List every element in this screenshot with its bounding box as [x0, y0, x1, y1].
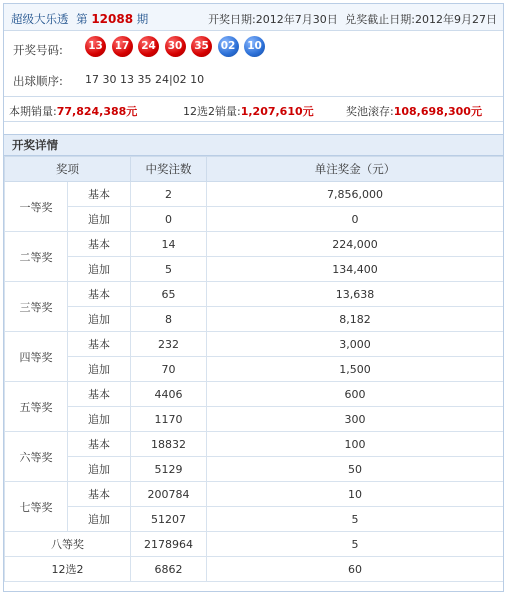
- result-header: [4, 4, 503, 31]
- draw-date: 2012年7月30日: [255, 13, 338, 26]
- prize-amount: 0: [207, 207, 504, 232]
- bet-type: 基本: [68, 332, 131, 357]
- prize-name: 一等奖: [5, 182, 68, 232]
- bet-type: 基本: [68, 432, 131, 457]
- issue-number: 12088: [91, 12, 134, 26]
- prize-table-header: [5, 157, 504, 182]
- header-amount: 单注奖金（元）: [207, 157, 504, 182]
- table-row: [5, 257, 504, 282]
- table-row: [5, 382, 504, 407]
- prize-name: 六等奖: [5, 432, 68, 482]
- bet-type: 追加: [68, 257, 131, 282]
- deadline-label: 兑奖截止日期:: [345, 13, 415, 26]
- header-count: 中奖注数: [131, 157, 207, 182]
- prize-amount: 7,856,000: [207, 182, 504, 207]
- draw-order-sequence: 17 30 13 35 24|02 10: [85, 73, 205, 86]
- prize-amount: 100: [207, 432, 504, 457]
- prize-name: 二等奖: [5, 232, 68, 282]
- winner-count: 8: [131, 307, 207, 332]
- prize-amount: 300: [207, 407, 504, 432]
- winner-count: 4406: [131, 382, 207, 407]
- deadline-date: 2012年9月27日: [415, 13, 497, 26]
- winner-count: 2: [131, 182, 207, 207]
- prize-amount: 50: [207, 457, 504, 482]
- prize-amount: 224,000: [207, 232, 504, 257]
- winner-count: 14: [131, 232, 207, 257]
- front-ball: 17: [112, 36, 133, 57]
- pick2-sales-label: 12选2销量:: [183, 105, 241, 118]
- sales-row: [4, 97, 503, 122]
- draw-order-label: 出球顺序:: [13, 74, 63, 88]
- pick2-sales-value: 1,207,610元: [240, 105, 314, 118]
- winner-count: 70: [131, 357, 207, 382]
- period-sales-value: 77,824,388元: [56, 105, 138, 118]
- bet-type: 基本: [68, 232, 131, 257]
- pick2-sales: [183, 103, 314, 119]
- winner-count: 200784: [131, 482, 207, 507]
- prize-name: 三等奖: [5, 282, 68, 332]
- winning-numbers-label: 开奖号码:: [13, 43, 63, 57]
- bet-type: 追加: [68, 507, 131, 532]
- winner-count: 0: [131, 207, 207, 232]
- issue-prefix: 第: [76, 12, 88, 26]
- prize-name: 七等奖: [5, 482, 68, 532]
- front-ball: 24: [138, 36, 159, 57]
- prize-amount: 134,400: [207, 257, 504, 282]
- jackpot-pool: [346, 103, 482, 119]
- prize-amount: 5: [207, 532, 504, 557]
- table-row: [5, 507, 504, 532]
- winner-count: 1170: [131, 407, 207, 432]
- table-row: [5, 532, 504, 557]
- bet-type: 追加: [68, 307, 131, 332]
- prize-amount: 8,182: [207, 307, 504, 332]
- prize-amount: 13,638: [207, 282, 504, 307]
- prize-table: [4, 156, 504, 582]
- draw-date-label: 开奖日期:: [208, 13, 256, 26]
- prize-amount: 3,000: [207, 332, 504, 357]
- prize-amount: 5: [207, 507, 504, 532]
- detail-title: 开奖详情: [4, 134, 503, 156]
- winning-numbers-row: [4, 31, 503, 63]
- prize-amount: 1,500: [207, 357, 504, 382]
- bet-type: 追加: [68, 457, 131, 482]
- prize-amount: 600: [207, 382, 504, 407]
- winner-count: 5: [131, 257, 207, 282]
- table-row: [5, 432, 504, 457]
- winner-count: 2178964: [131, 532, 207, 557]
- table-row: [5, 307, 504, 332]
- table-row: [5, 407, 504, 432]
- front-ball: 35: [191, 36, 212, 57]
- winner-count: 18832: [131, 432, 207, 457]
- header-prize: 奖项: [5, 157, 131, 182]
- table-row: [5, 457, 504, 482]
- issue-suffix: 期: [136, 12, 149, 26]
- bet-type: 追加: [68, 207, 131, 232]
- prize-name: 12选2: [5, 557, 131, 582]
- prize-name: 八等奖: [5, 532, 131, 557]
- bet-type: 基本: [68, 282, 131, 307]
- spacer: [4, 122, 503, 134]
- table-row: [5, 482, 504, 507]
- period-sales-label: 本期销量:: [9, 105, 57, 118]
- back-ball: 02: [218, 36, 239, 57]
- date-info: [208, 11, 497, 27]
- bet-type: 基本: [68, 382, 131, 407]
- prize-name: 五等奖: [5, 382, 68, 432]
- jackpot-pool-value: 108,698,300元: [393, 105, 482, 118]
- winner-count: 5129: [131, 457, 207, 482]
- winner-count: 232: [131, 332, 207, 357]
- table-row: [5, 207, 504, 232]
- winner-count: 65: [131, 282, 207, 307]
- winner-count: 51207: [131, 507, 207, 532]
- table-row: [5, 357, 504, 382]
- front-ball: 30: [165, 36, 186, 57]
- draw-order-row: [4, 63, 503, 97]
- jackpot-pool-label: 奖池滚存:: [346, 105, 394, 118]
- winner-count: 6862: [131, 557, 207, 582]
- table-row: [5, 332, 504, 357]
- prize-amount: 60: [207, 557, 504, 582]
- winning-numbers: [85, 36, 271, 57]
- table-row: [5, 232, 504, 257]
- prize-amount: 10: [207, 482, 504, 507]
- bet-type: 基本: [68, 482, 131, 507]
- bet-type: 基本: [68, 182, 131, 207]
- table-row: [5, 182, 504, 207]
- prize-name: 四等奖: [5, 332, 68, 382]
- issue-title: [11, 11, 148, 27]
- table-row: [5, 282, 504, 307]
- lottery-name[interactable]: 超级大乐透: [11, 12, 69, 26]
- table-row: [5, 557, 504, 582]
- front-ball: 13: [85, 36, 106, 57]
- lottery-result-panel: [3, 3, 504, 592]
- back-ball: 10: [244, 36, 265, 57]
- period-sales: [9, 103, 137, 119]
- bet-type: 追加: [68, 357, 131, 382]
- bet-type: 追加: [68, 407, 131, 432]
